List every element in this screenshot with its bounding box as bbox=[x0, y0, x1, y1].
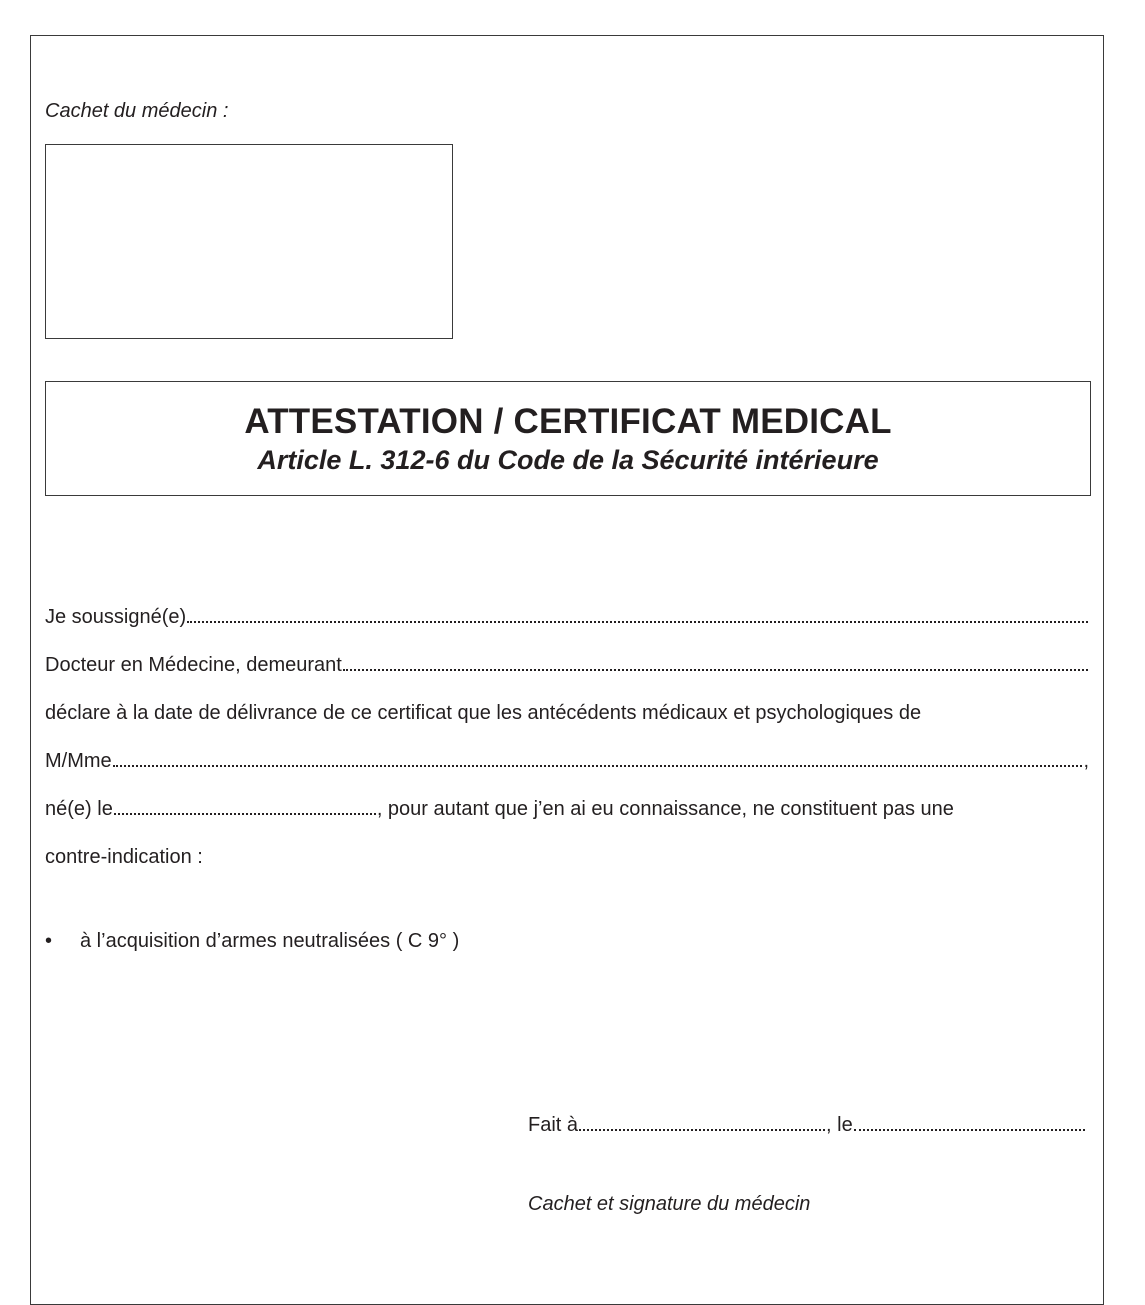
date-field[interactable] bbox=[854, 1129, 1085, 1131]
line-patient bbox=[45, 750, 1089, 776]
bullet-marker: • bbox=[45, 930, 53, 952]
signature-place-date-line bbox=[528, 1114, 1086, 1140]
place-field[interactable] bbox=[579, 1129, 825, 1131]
line-address bbox=[45, 654, 1089, 680]
knowledge-text: , pour autant que j’en ai eu connaissance, ne constituent pas une bbox=[376, 798, 954, 820]
address-label: Docteur en Médecine, demeurant bbox=[45, 654, 342, 676]
address-field[interactable] bbox=[343, 669, 1088, 671]
doctor-stamp-label: Cachet du médecin : bbox=[45, 100, 229, 122]
title-box bbox=[45, 381, 1091, 496]
patient-line-comma: , bbox=[1083, 750, 1089, 772]
undersigned-label: Je soussigné(e) bbox=[45, 606, 187, 628]
line-birthdate bbox=[45, 798, 1089, 824]
patient-name-field[interactable] bbox=[113, 765, 1083, 767]
undersigned-name-field[interactable] bbox=[187, 621, 1088, 623]
patient-label: M/Mme bbox=[45, 750, 112, 772]
doctor-stamp-box[interactable] bbox=[45, 144, 453, 339]
declaration-text: déclare à la date de délivrance de ce certificat que les antécédents médicaux et psychologiques de bbox=[45, 702, 922, 724]
line-undersigned bbox=[45, 606, 1089, 632]
date-label: , le bbox=[826, 1114, 853, 1136]
contraindication-text: contre-indication : bbox=[45, 846, 203, 868]
line-contraindication bbox=[45, 846, 1089, 872]
birthdate-field[interactable] bbox=[114, 813, 376, 815]
document-subtitle: Article L. 312-6 du Code de la Sécurité intérieure bbox=[257, 445, 879, 475]
line-declaration bbox=[45, 702, 1089, 728]
document-title: ATTESTATION / CERTIFICAT MEDICAL bbox=[244, 402, 892, 441]
acquisition-text: à l’acquisition d’armes neutralisées ( C 9° ) bbox=[80, 930, 460, 952]
signature-label: Cachet et signature du médecin bbox=[528, 1193, 811, 1215]
place-label: Fait à bbox=[528, 1114, 579, 1136]
birthdate-label: né(e) le bbox=[45, 798, 113, 820]
acquisition-bullet-item bbox=[45, 930, 459, 953]
